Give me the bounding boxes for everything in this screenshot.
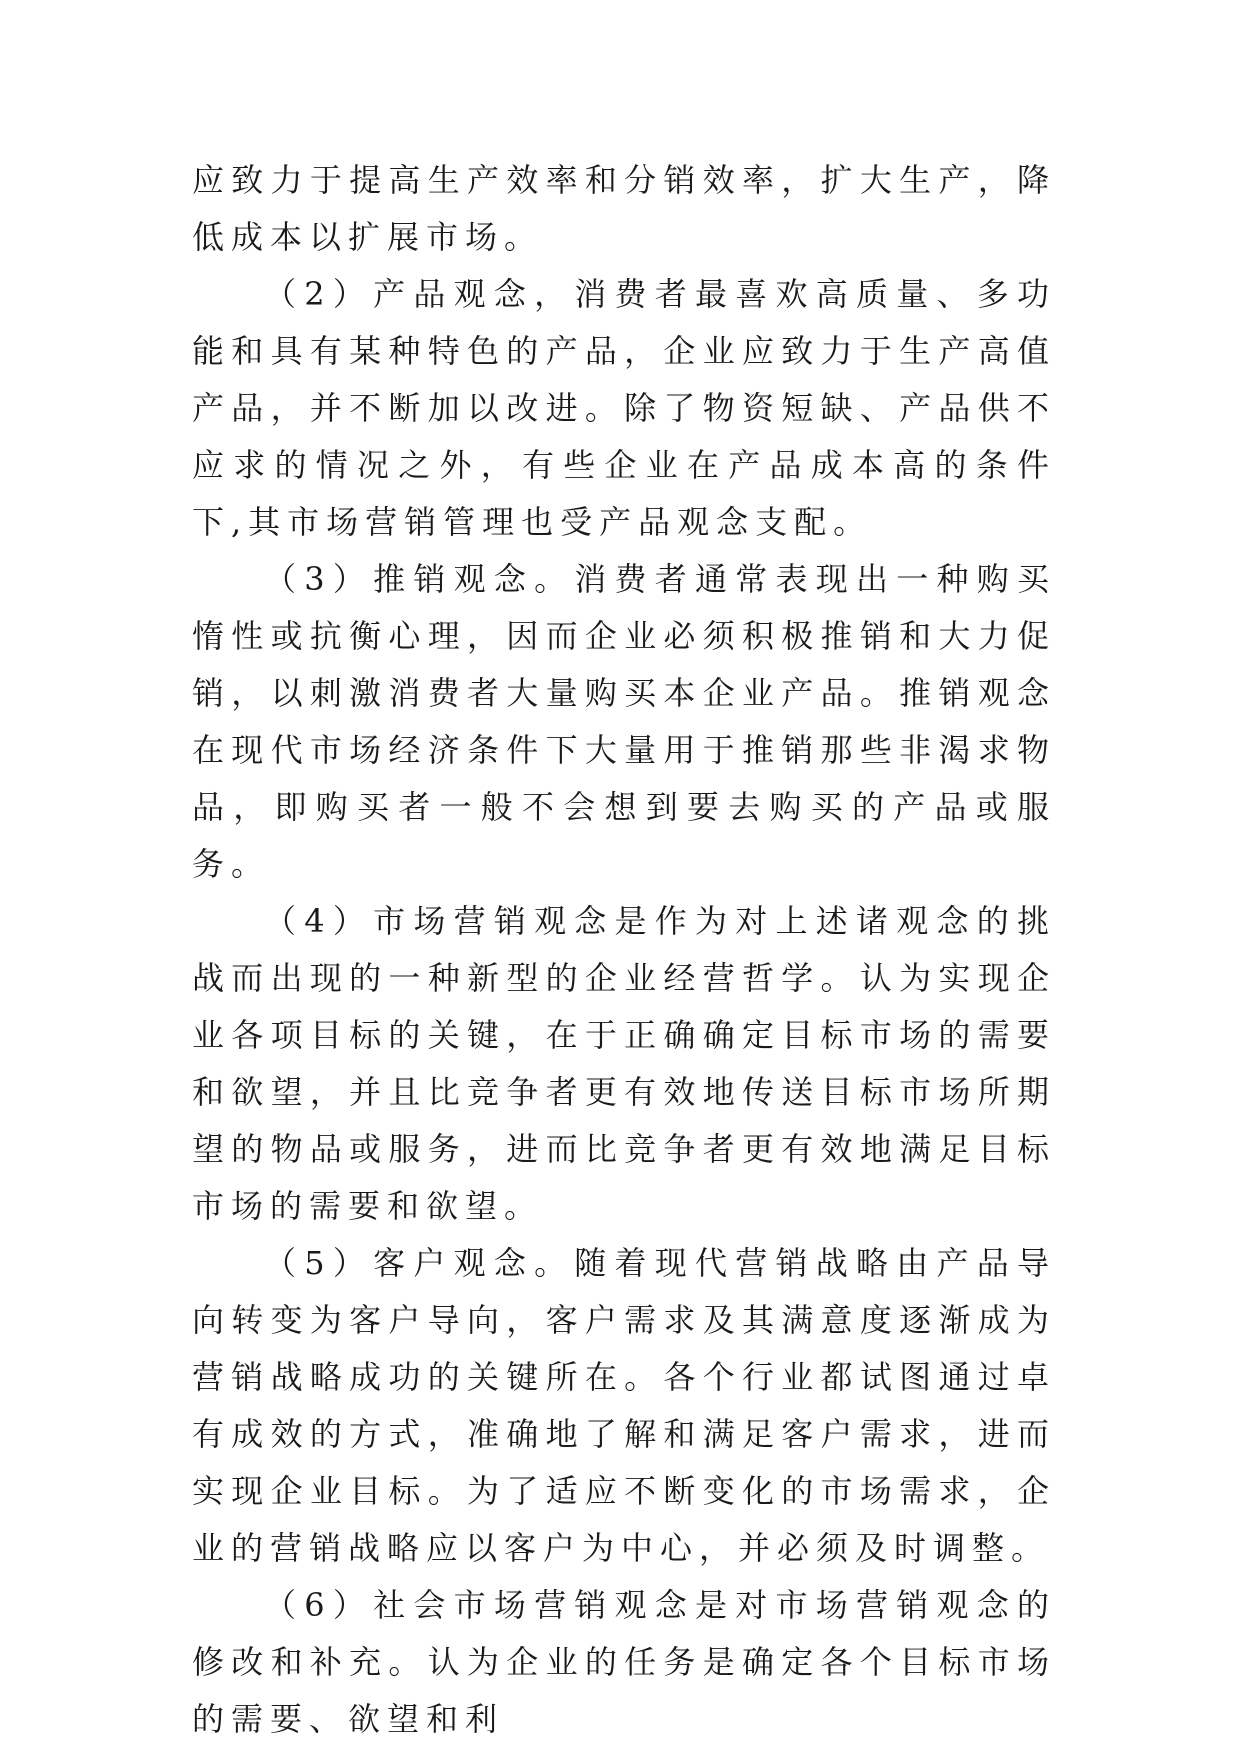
paragraph-societal-marketing-concept: （6）社会市场营销观念是对市场营销观念的修改和补充。认为企业的任务是确定各个目标市场的需要、欲望和利 (192, 1586, 1056, 1738)
paragraph-marketing-concept: （4）市场营销观念是作为对上述诸观念的挑战而出现的一种新型的企业经营哲学。认为实现企业各项目标的关键，在于正确确定目标市场的需要和欲望，并且比竞争者更有效地传送目标市场所期望的物品或服务，进而比竞争者更有效地满足目标市场的需要和欲望。 (192, 902, 1056, 1225)
body-text (192, 152, 1056, 1748)
paragraph-customer-concept: （5）客户观念。随着现代营销战略由产品导向转变为客户导向，客户需求及其满意度逐渐成为营销战略成功的关键所在。各个行业都试图通过卓有成效的方式，准确地了解和满足客户需求，进而实现企业目标。为了适应不断变化的市场需求，企业的营销战略应以客户为中心，并必须及时调整。 (192, 1244, 1056, 1567)
paragraph-selling-concept: （3）推销观念。消费者通常表现出一种购买惰性或抗衡心理，因而企业必须积极推销和大力促销，以刺激消费者大量购买本企业产品。推销观念在现代市场经济条件下大量用于推销那些非渴求物品，即购买者一般不会想到要去购买的产品或服务。 (192, 560, 1056, 883)
paragraph-continuation: 应致力于提高生产效率和分销效率，扩大生产，降低成本以扩展市场。 (192, 161, 1056, 256)
paragraph-product-concept: （2）产品观念，消费者最喜欢高质量、多功能和具有某种特色的产品，企业应致力于生产高值产品，并不断加以改进。除了物资短缺、产品供不应求的情况之外，有些企业在产品成本高的条件下,其市场营销管理也受产品观念支配。 (192, 275, 1056, 541)
